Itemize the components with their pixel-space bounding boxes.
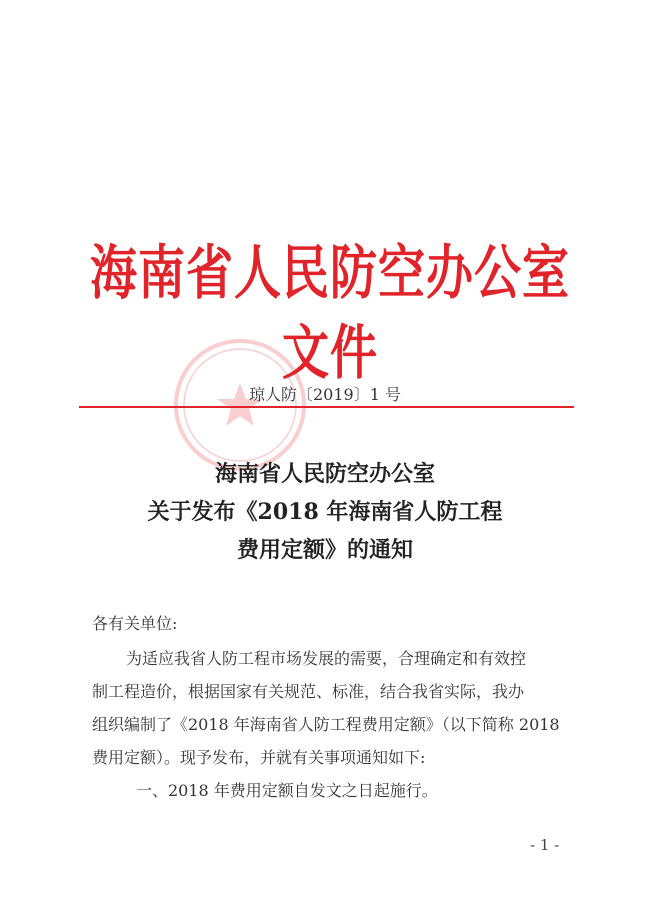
title-line-1: 海南省人民防空办公室	[214, 461, 435, 487]
body-text	[92, 642, 576, 807]
list-item-1: 一、2018 年费用定额自发文之日起施行。	[136, 781, 438, 800]
paragraph-line: 组织编制了《2018 年海南省人防工程费用定额》（以下简称 2018	[92, 715, 560, 734]
document-number: 琼人防〔2019〕1 号	[249, 385, 401, 404]
issuer-header: 海南省人民防空办公室文件	[90, 239, 570, 388]
notice-title	[0, 455, 650, 569]
paragraph-line: 费用定额）。现予发布，并就有关事项通知如下:	[92, 748, 426, 767]
title-line-3: 费用定额》的通知	[236, 537, 413, 563]
red-separator-line	[79, 406, 574, 408]
salutation: 各有关单位:	[92, 614, 178, 633]
paragraph-line: 为适应我省人防工程市场发展的需要，合理确定和有效控	[126, 649, 527, 668]
page-number: - 1 -	[530, 836, 560, 854]
paragraph-line: 制工程造价，根据国家有关规范、标准，结合我省实际，我办	[92, 682, 525, 701]
title-line-2: 关于发布《2018 年海南省人防工程	[147, 499, 503, 525]
